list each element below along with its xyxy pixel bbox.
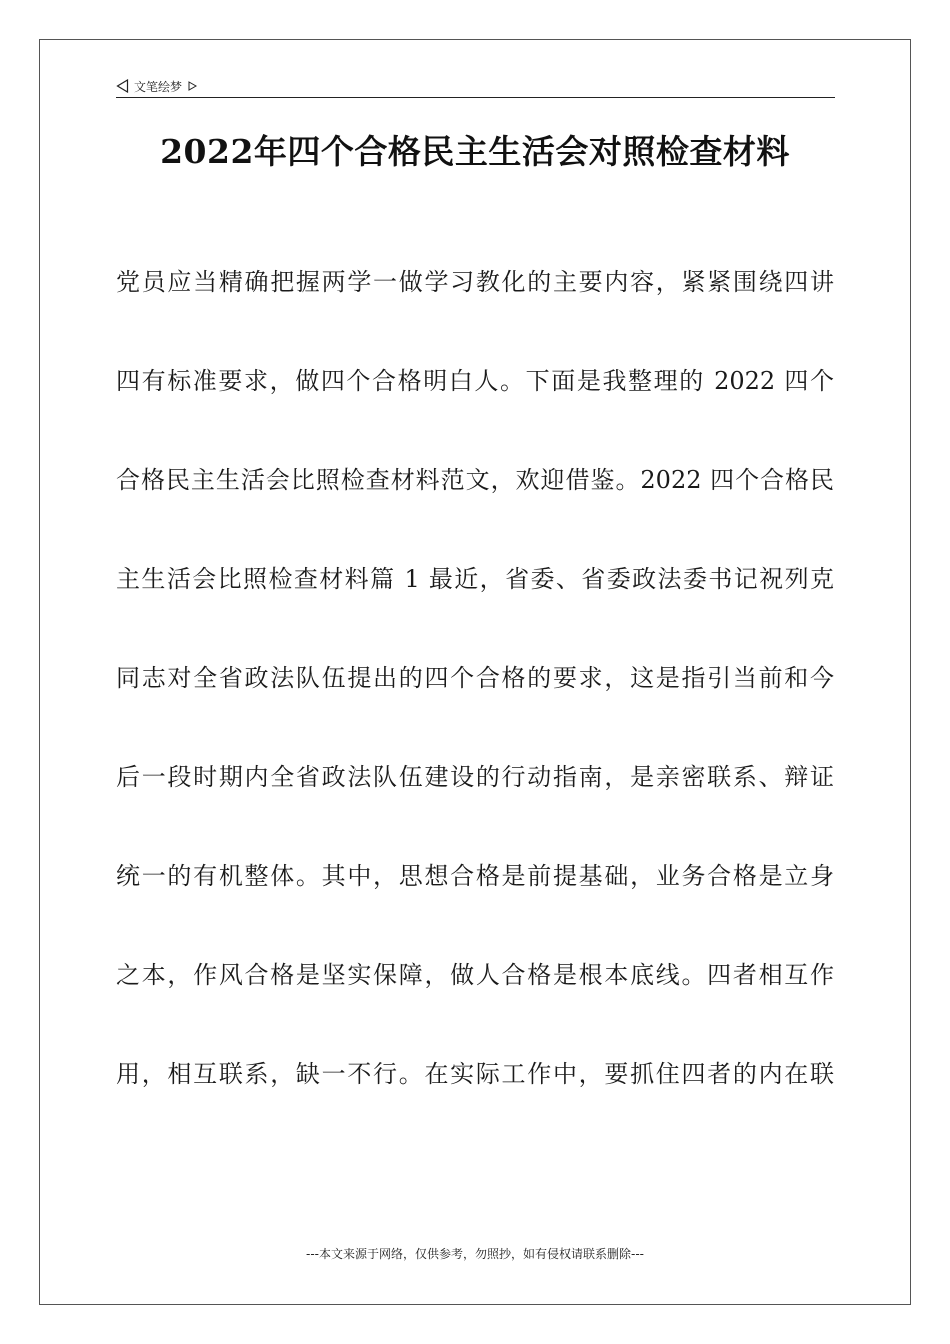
body-line: 用，相互联系，缺一不行。在实际工作中，要抓住四者的内在联 <box>116 1060 834 1088</box>
body-line: 四有标准要求，做四个合格明白人。下面是我整理的 2022 四个 <box>116 367 834 395</box>
body-line: 党员应当精确把握两学一做学习教化的主要内容，紧紧围绕四讲 <box>116 268 834 296</box>
document-body <box>116 257 834 1148</box>
footer-notice: ---本文来源于网络，仅供参考，勿照抄，如有侵权请联系删除--- <box>306 1247 644 1261</box>
body-line: 之本，作风合格是坚实保障，做人合格是根本底线。四者相互作 <box>116 961 834 989</box>
body-line: 统一的有机整体。其中，思想合格是前提基础，业务合格是立身 <box>116 862 834 890</box>
header-brand: 文笔绘梦 <box>134 79 183 94</box>
body-line: 同志对全省政法队伍提出的四个合格的要求，这是指引当前和今 <box>116 664 834 692</box>
page-header <box>116 74 834 98</box>
triangle-left-icon <box>116 79 129 93</box>
document-title: 2022年四个合格民主生活会对照检查材料 <box>160 132 790 171</box>
body-line: 后一段时期内全省政法队伍建设的行动指南，是亲密联系、辩证 <box>116 763 834 791</box>
header-divider <box>116 97 835 98</box>
body-line: 合格民主生活会比照检查材料范文，欢迎借鉴。2022 四个合格民 <box>116 466 834 494</box>
body-line: 主生活会比照检查材料篇 1 最近，省委、省委政法委书记祝列克 <box>116 565 834 593</box>
triangle-right-icon <box>188 81 197 91</box>
